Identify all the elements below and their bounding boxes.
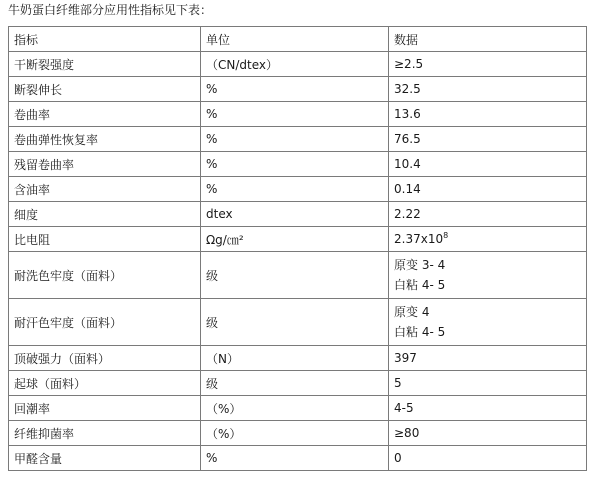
value-cell — [389, 346, 587, 371]
value-text: ≥2.5 — [394, 57, 424, 71]
unit-cell: % — [201, 152, 389, 177]
unit-cell: Ωg/㎝² — [201, 227, 389, 252]
value-line: 白粘 4- 5 — [394, 325, 446, 339]
unit-cell: 级 — [201, 299, 389, 346]
value-cell — [389, 177, 587, 202]
value-cell — [389, 252, 587, 299]
value-line: 原变 4 — [394, 305, 430, 319]
value-cell — [389, 299, 587, 346]
value-cell — [389, 421, 587, 446]
value-text: 397 — [394, 351, 417, 365]
table-row — [9, 421, 587, 446]
indicator-cell: 起球（面料） — [9, 371, 201, 396]
value-text: 2.22 — [394, 207, 421, 221]
unit-cell: dtex — [201, 202, 389, 227]
table-header-row — [9, 27, 587, 52]
unit-cell: （CN/dtex） — [201, 52, 389, 77]
table-row — [9, 371, 587, 396]
indicator-cell: 卷曲率 — [9, 102, 201, 127]
table-row — [9, 299, 587, 346]
unit-cell: % — [201, 127, 389, 152]
value-cell — [389, 202, 587, 227]
indicator-cell: 细度 — [9, 202, 201, 227]
value-text: 13.6 — [394, 107, 421, 121]
value-text: 4-5 — [394, 401, 414, 415]
unit-cell: % — [201, 102, 389, 127]
value-text: 2.37x10 — [394, 232, 444, 246]
value-line: 白粘 4- 5 — [394, 278, 446, 292]
value-text: 76.5 — [394, 132, 421, 146]
value-line: 原变 3- 4 — [394, 258, 446, 272]
unit-cell: （%） — [201, 421, 389, 446]
value-text: ≥80 — [394, 426, 420, 440]
indicator-cell: 残留卷曲率 — [9, 152, 201, 177]
header-cell-unit: 单位 — [201, 27, 389, 52]
table-caption: 牛奶蛋白纤维部分应用性指标见下表： — [8, 3, 213, 17]
value-cell — [389, 52, 587, 77]
value-exponent: 8 — [443, 231, 449, 240]
specs-table — [8, 26, 587, 471]
value-cell — [389, 127, 587, 152]
indicator-cell: 顶破强力（面料） — [9, 346, 201, 371]
value-cell — [389, 396, 587, 421]
indicator-cell: 含油率 — [9, 177, 201, 202]
table-row — [9, 177, 587, 202]
value-cell — [389, 77, 587, 102]
table-row — [9, 446, 587, 471]
table-row — [9, 202, 587, 227]
unit-cell: % — [201, 177, 389, 202]
unit-cell: % — [201, 446, 389, 471]
value-cell — [389, 152, 587, 177]
table-row — [9, 102, 587, 127]
value-text: 32.5 — [394, 82, 421, 96]
value-cell — [389, 227, 587, 252]
table-row — [9, 77, 587, 102]
header-cell-indicator: 指标 — [9, 27, 201, 52]
value-text: 5 — [394, 376, 402, 390]
unit-cell: （%） — [201, 396, 389, 421]
table-row — [9, 252, 587, 299]
indicator-cell: 回潮率 — [9, 396, 201, 421]
indicator-cell: 甲醛含量 — [9, 446, 201, 471]
table-row — [9, 227, 587, 252]
indicator-cell: 耐汗色牢度（面料） — [9, 299, 201, 346]
header-cell-data: 数据 — [389, 27, 587, 52]
value-text: 0.14 — [394, 182, 421, 196]
value-text: 0 — [394, 451, 402, 465]
indicator-cell: 干断裂强度 — [9, 52, 201, 77]
unit-cell: 级 — [201, 252, 389, 299]
table-row — [9, 396, 587, 421]
value-cell — [389, 446, 587, 471]
value-cell — [389, 371, 587, 396]
table-row — [9, 52, 587, 77]
indicator-cell: 纤维抑菌率 — [9, 421, 201, 446]
unit-cell: 级 — [201, 371, 389, 396]
table-row — [9, 127, 587, 152]
table-row — [9, 346, 587, 371]
indicator-cell: 比电阻 — [9, 227, 201, 252]
indicator-cell: 卷曲弹性恢复率 — [9, 127, 201, 152]
indicator-cell: 耐洗色牢度（面料） — [9, 252, 201, 299]
unit-cell: （N） — [201, 346, 389, 371]
indicator-cell: 断裂伸长 — [9, 77, 201, 102]
specs-table-body — [9, 27, 587, 471]
value-cell — [389, 102, 587, 127]
value-text: 10.4 — [394, 157, 421, 171]
unit-cell: % — [201, 77, 389, 102]
table-row — [9, 152, 587, 177]
